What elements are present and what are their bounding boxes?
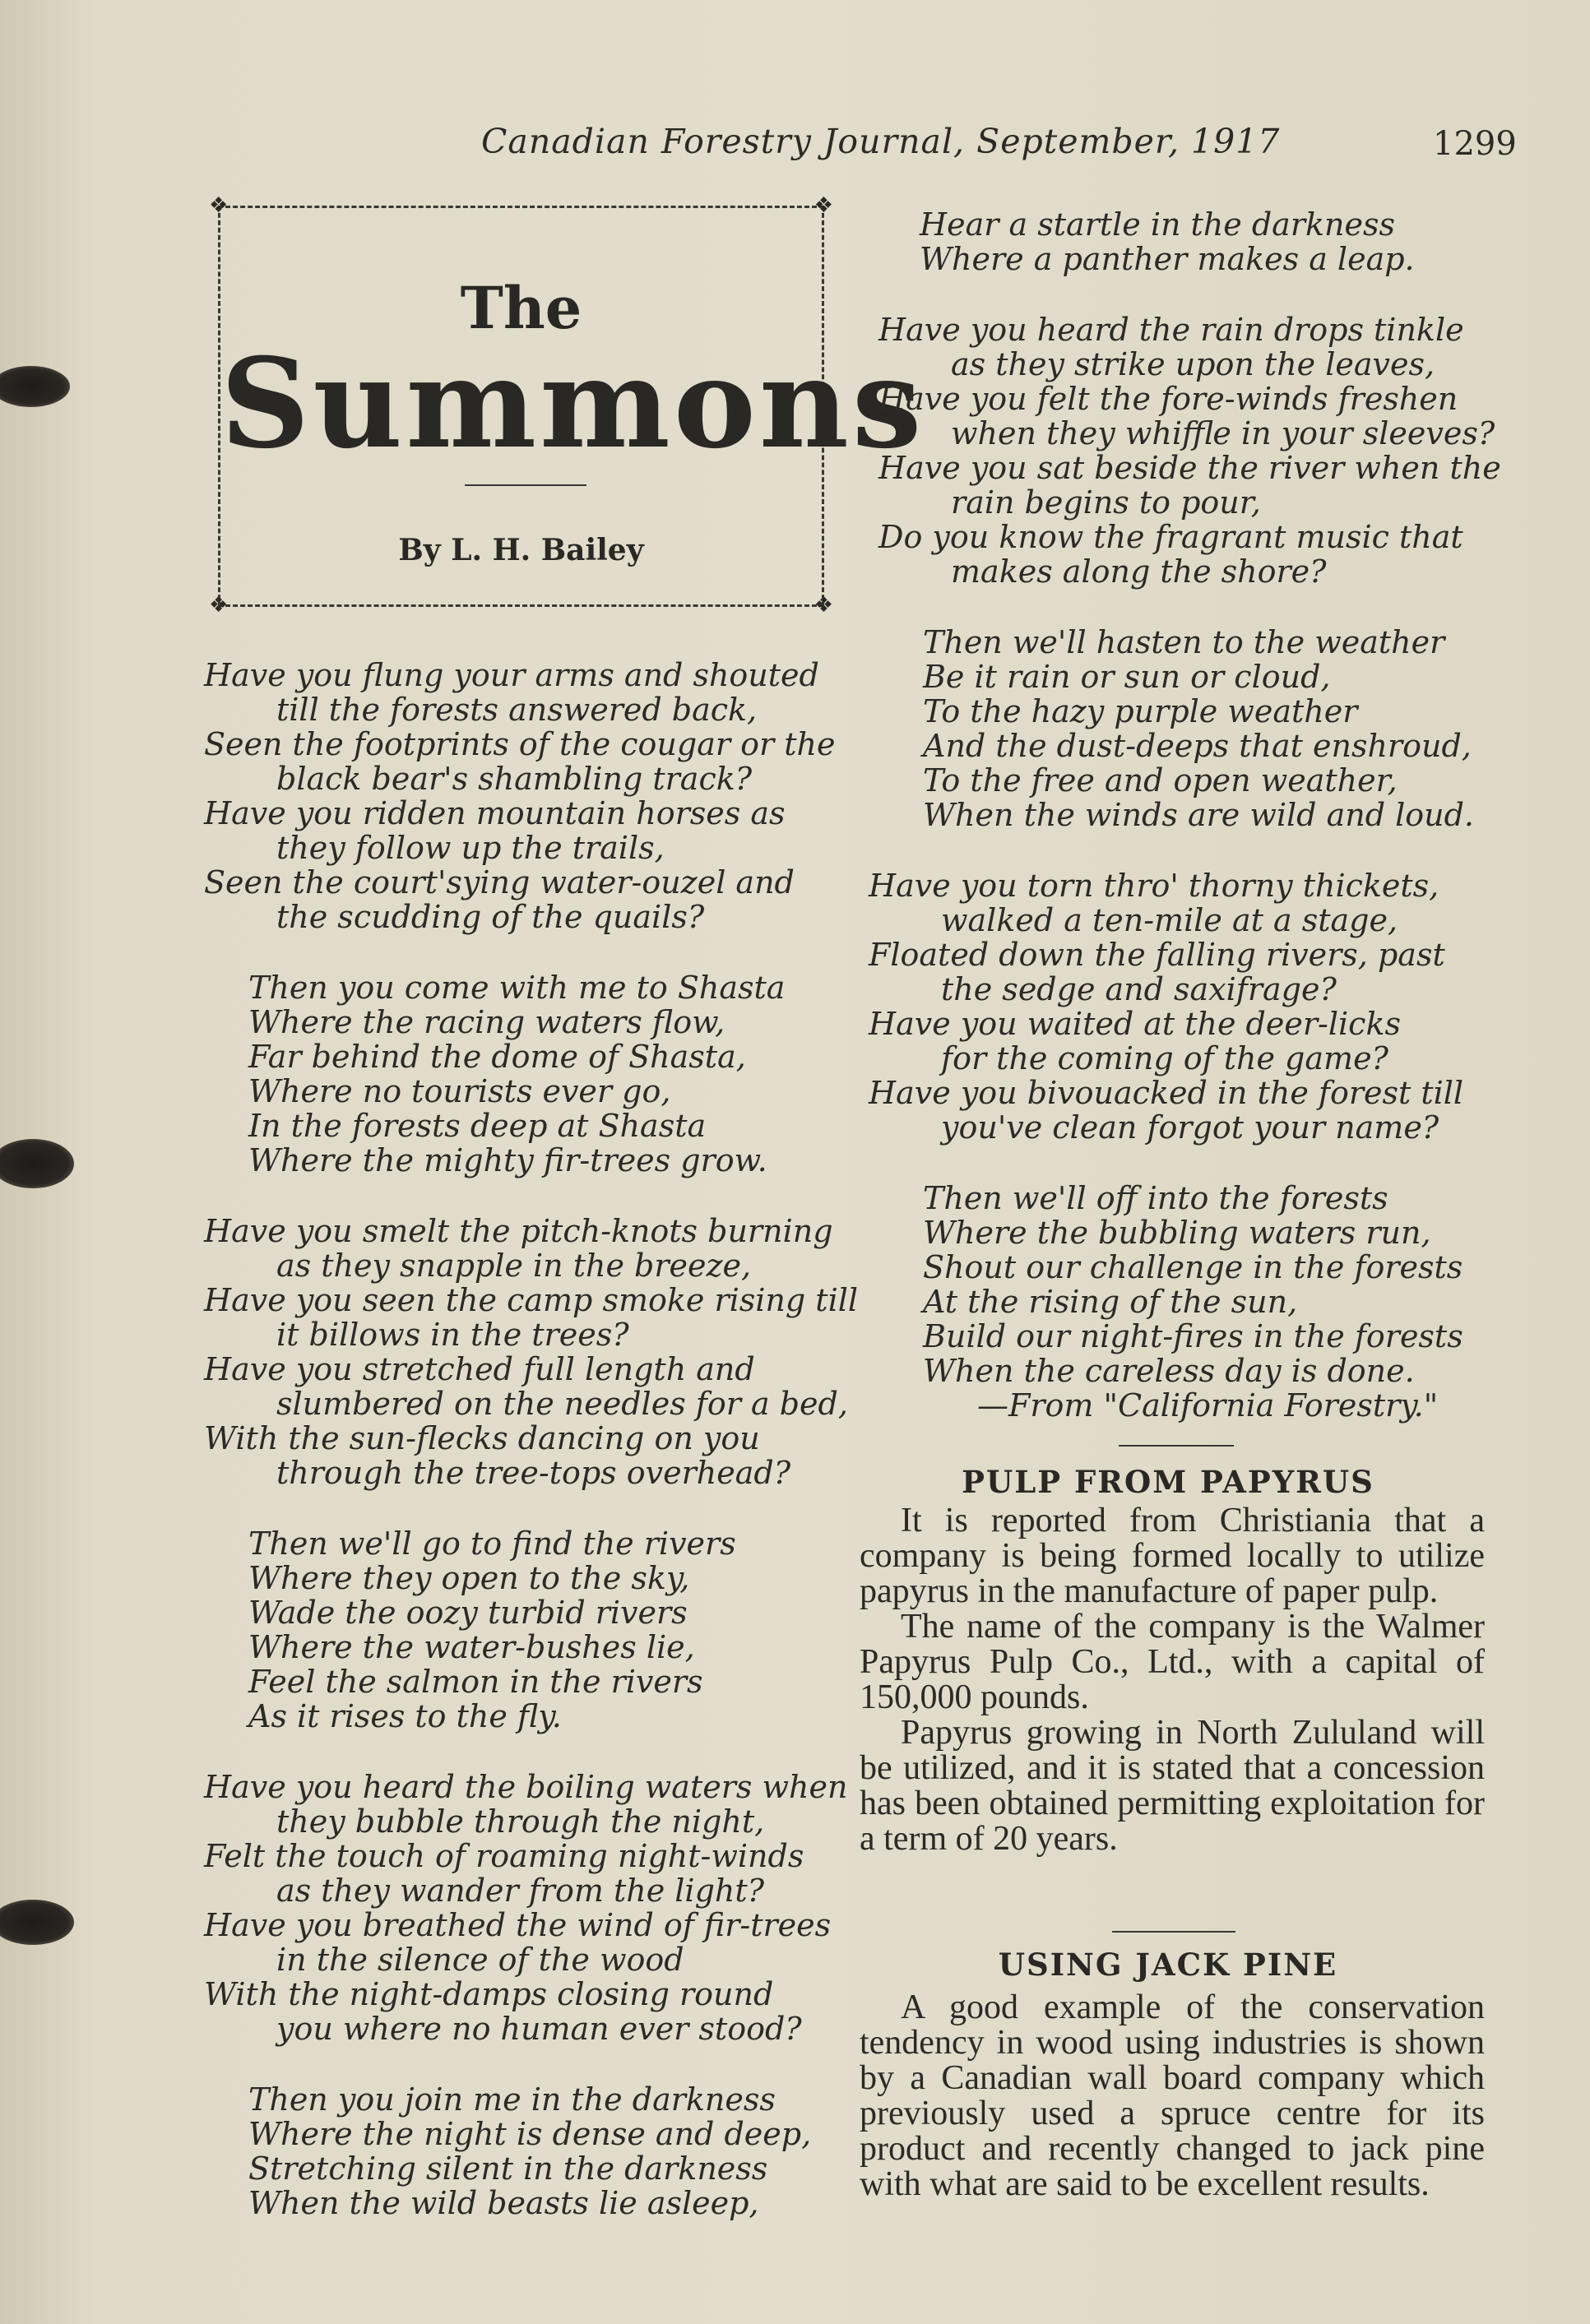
article-body — [860, 1503, 1485, 1857]
stanza — [204, 970, 858, 1178]
poem-line: you where no human ever stood? — [276, 2011, 802, 2047]
stanza — [204, 1770, 858, 2046]
poem-line: Have you ridden mountain horses as — [204, 795, 786, 831]
poem-line: To the hazy purple weather — [923, 693, 1358, 729]
poem-line: Have you sat beside the river when the — [878, 450, 1501, 486]
poem-line: as they wander from the light? — [276, 1873, 765, 1909]
title-article: The — [460, 274, 582, 342]
poem-line: it billows in the trees? — [276, 1317, 629, 1353]
article-paragraph: A good example of the conservation tendency in wood using industries is shown by a Canadian wall board company which previously used a spruce centre for its product and recently changed to jack pine with what are said to be excellent results. — [860, 1988, 1485, 2203]
article-paragraph: The name of the company is the Walmer Papyrus Pulp Co., Ltd., with a capital of 150,000 pounds. — [860, 1608, 1485, 1716]
ornament-corner: ❖ — [814, 193, 833, 218]
poem-line: for the coming of the game? — [941, 1040, 1388, 1076]
stanza — [204, 2082, 858, 2220]
poem-line: Where a panther makes a leap. — [920, 241, 1415, 277]
stanza — [878, 1181, 1501, 1423]
poem-line: Seen the footprints of the cougar or the — [204, 726, 836, 762]
poem-line: When the winds are wild and loud. — [923, 797, 1475, 833]
poem-column-right — [869, 206, 1501, 1424]
stanza — [869, 868, 1501, 1145]
poem-line: Have you felt the fore-winds freshen — [878, 381, 1458, 417]
poem-line: till the forests answered back, — [276, 692, 758, 728]
poem-line: Have you heard the rain drops tinkle — [878, 312, 1464, 348]
poem-line: Then we'll go to find the rivers — [248, 1525, 736, 1562]
poem-line: Where the night is dense and deep, — [248, 2116, 812, 2152]
stanza — [204, 658, 858, 934]
poem-line: Have you torn thro' thorny thickets, — [869, 868, 1439, 904]
poem-line: they follow up the trails, — [276, 830, 665, 866]
article-paragraph: It is reported from Christiania that a company is being formed locally to utilize papyrus in the manufacture of paper pulp. — [860, 1502, 1485, 1610]
poem-line: With the sun-flecks dancing on you — [204, 1420, 760, 1456]
running-header: Canadian Forestry Journal, September, 1917 — [481, 122, 1281, 161]
poem-line: To the free and open weather, — [923, 762, 1398, 799]
poem-line: When the careless day is done. — [923, 1353, 1415, 1389]
poem-line: Have you stretched full length and — [204, 1351, 755, 1387]
poem-line: rain begins to pour, — [951, 484, 1261, 521]
poem-line: Where the water-bushes lie, — [248, 1629, 695, 1665]
poem-line: Then we'll off into the forests — [923, 1180, 1388, 1216]
poem-line: Where the racing waters flow, — [248, 1004, 725, 1040]
poem-line: Then you join me in the darkness — [248, 2081, 776, 2118]
poem-line: Have you bivouacked in the forest till — [869, 1075, 1464, 1111]
article-title: PULP FROM PAPYRUS — [962, 1464, 1374, 1500]
poem-line: Floated down the falling rivers, past — [869, 937, 1445, 973]
poem-line: Wade the oozy turbid rivers — [248, 1595, 688, 1631]
poem-line: Shout our challenge in the forests — [923, 1249, 1463, 1285]
poem-line: Where they open to the sky, — [248, 1560, 690, 1596]
poem-line: Have you breathed the wind of fir-trees — [204, 1907, 832, 1943]
poem-line: Far behind the dome of Shasta, — [248, 1039, 746, 1075]
poem-line: Felt the touch of roaming night-winds — [204, 1838, 804, 1874]
poem-line: in the silence of the wood — [276, 1942, 684, 1978]
poem-attribution: —From "California Forestry." — [977, 1387, 1439, 1424]
poem-line: Then you come with me to Shasta — [248, 970, 786, 1006]
poem-line: Be it rain or sun or cloud, — [923, 659, 1331, 695]
ornament-corner: ❖ — [209, 593, 229, 618]
poem-line: the sedge and saxifrage? — [941, 971, 1337, 1007]
poem-line: And the dust-deeps that enshroud, — [923, 728, 1472, 764]
stanza — [920, 207, 1501, 276]
poem-title: Summons — [220, 331, 925, 476]
poem-line: Stretching silent in the darkness — [248, 2150, 768, 2187]
article-title: USING JACK PINE — [998, 1947, 1338, 1983]
title-divider — [465, 484, 586, 486]
poem-line: Feel the salmon in the rivers — [248, 1664, 703, 1700]
poem-line: Have you waited at the deer-licks — [869, 1006, 1401, 1042]
stanza — [878, 625, 1501, 832]
poem-line: When the wild beasts lie asleep, — [248, 2185, 759, 2221]
poem-line: Build our night-fires in the forests — [923, 1318, 1463, 1354]
poem-line: as they strike upon the leaves, — [951, 346, 1435, 382]
ornament-corner: ❖ — [814, 593, 833, 618]
poem-line: Then we'll hasten to the weather — [923, 624, 1445, 660]
stanza — [204, 1526, 858, 1734]
poem-line: makes along the shore? — [951, 553, 1327, 590]
poem-column-left — [204, 658, 858, 2257]
poem-line: As it rises to the fly. — [248, 1698, 562, 1734]
poem-line: you've clean forgot your name? — [941, 1109, 1439, 1146]
poem-line: Have you smelt the pitch-knots burning — [204, 1213, 833, 1249]
poem-line: as they snapple in the breeze, — [276, 1248, 752, 1284]
ornament-corner: ❖ — [209, 193, 229, 218]
poem-line: Hear a startle in the darkness — [920, 206, 1395, 243]
byline: By L. H. Bailey — [398, 533, 644, 567]
poem-line: Where no tourists ever go, — [248, 1073, 671, 1109]
poem-line: Seen the court'sying water-ouzel and — [204, 864, 795, 900]
poem-line: Do you know the fragrant music that — [878, 519, 1463, 555]
stanza — [204, 1214, 858, 1490]
poem-line: through the tree-tops overhead? — [276, 1455, 791, 1491]
section-divider — [1112, 1931, 1235, 1933]
section-divider — [1119, 1445, 1234, 1447]
poem-line: At the rising of the sun, — [923, 1284, 1298, 1320]
poem-line: Have you flung your arms and shouted — [204, 657, 819, 693]
article-paragraph: Papyrus growing in North Zululand will be utilized, and it is stated that a concession has been obtained permitting exploitation for a term of 20 years. — [860, 1714, 1485, 1858]
title-frame — [209, 193, 925, 618]
stanza — [878, 312, 1501, 589]
poem-line: Have you seen the camp smoke rising till — [204, 1282, 859, 1318]
poem-line: Where the mighty fir-trees grow. — [248, 1142, 767, 1178]
poem-line: the scudding of the quails? — [276, 899, 705, 935]
poem-line: they bubble through the night, — [276, 1803, 765, 1840]
poem-line: walked a ten-mile at a stage, — [941, 902, 1398, 938]
poem-line: In the forests deep at Shasta — [248, 1108, 707, 1144]
poem-line: black bear's shambling track? — [276, 761, 753, 797]
poem-line: slumbered on the needles for a bed, — [276, 1386, 848, 1422]
page-number: 1299 — [1433, 125, 1517, 163]
article-body — [860, 1990, 1485, 2202]
poem-line: when they whiffle in your sleeves? — [951, 415, 1495, 451]
poem-line: With the night-damps closing round — [204, 1976, 774, 2012]
poem-line: Where the bubbling waters run, — [923, 1215, 1431, 1251]
poem-line: Have you heard the boiling waters when — [204, 1769, 848, 1805]
